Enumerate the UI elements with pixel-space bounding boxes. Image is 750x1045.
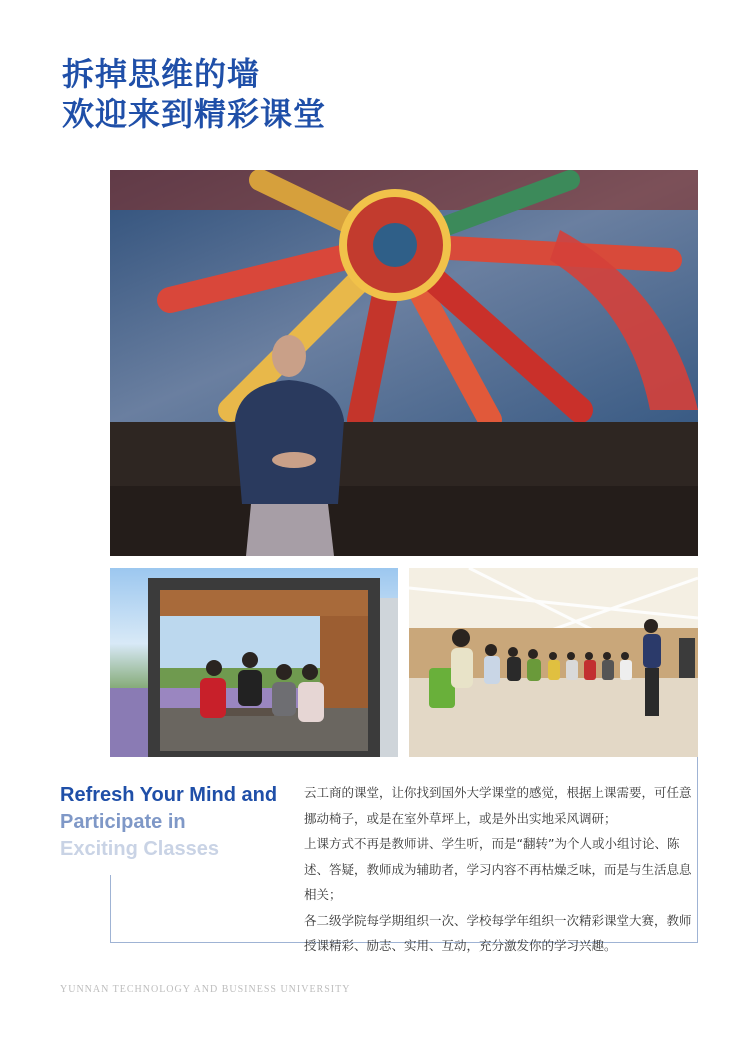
classroom-illustration — [409, 568, 698, 757]
classroom-circle-discussion-photo — [409, 568, 698, 757]
paragraph-2: 上课方式不再是教师讲、学生听，而是“翻转”为个人或小组讨论、陈述、答疑，教师成为辅助者，学习内容不再枯燥乏味，而是与生活息息相关； — [304, 836, 692, 902]
students-outdoor-pavilion-photo — [110, 568, 398, 757]
paragraph-3: 各二级学院每学期组织一次、学校每学年组织一次精彩课堂大赛，教师授课精彩、励志、实用、互动，充分激发你的学习兴趣。 — [304, 912, 692, 953]
title-line-2: 欢迎来到精彩课堂 — [62, 95, 327, 133]
footer-university-name: YUNNAN TECHNOLOGY AND BUSINESS UNIVERSITY — [60, 984, 351, 995]
body-text — [304, 780, 696, 959]
title-line-1: 拆掉思维的墙 — [62, 55, 261, 93]
pavilion-illustration — [110, 568, 398, 757]
english-heading-line-3: Exciting Classes — [60, 838, 219, 860]
page-title — [62, 54, 326, 134]
speaker-on-stage-photo — [110, 170, 698, 556]
english-heading — [60, 782, 277, 863]
speaker-illustration — [110, 170, 698, 556]
english-heading-line-2: Participate in — [60, 811, 186, 833]
english-heading-line-1: Refresh Your Mind and — [60, 784, 278, 806]
paragraph-1: 云工商的课堂，让你找到国外大学课堂的感觉，根据上课需要，可任意挪动椅子，或是在室外草坪上，或是外出实地采风调研； — [304, 785, 692, 826]
